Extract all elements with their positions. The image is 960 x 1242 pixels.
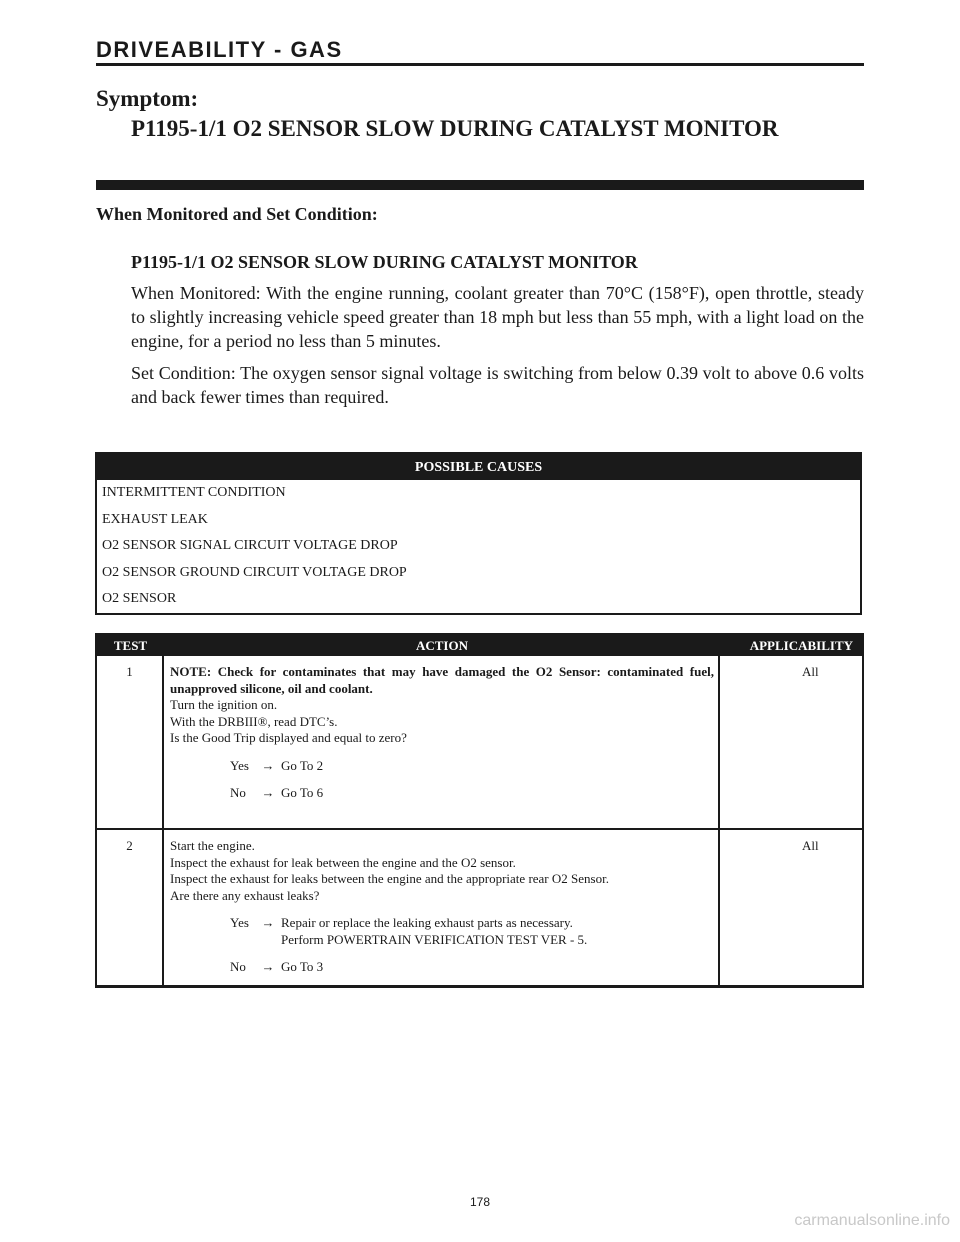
condition-block: [131, 250, 864, 417]
yes-label: Yes: [230, 915, 249, 930]
action-line: Turn the ignition on.: [170, 697, 278, 712]
condition-heading: When Monitored and Set Condition:: [96, 204, 378, 224]
no-outcome: [230, 785, 714, 802]
action-line: Start the engine.: [170, 838, 255, 853]
arrow-icon: →: [261, 915, 275, 930]
page-number: 178: [469, 1195, 491, 1209]
set-condition-text: Set Condition: The oxygen sensor signal voltage is switching from below 0.39 volt to above 0.6 volts and back fewer times than required.: [131, 363, 864, 407]
symptom-label: Symptom:: [96, 86, 199, 111]
action-line: Are there any exhaust leaks?: [170, 887, 320, 903]
section-header: DRIVEABILITY - GAS: [96, 38, 864, 66]
test-applicability: All: [802, 664, 819, 679]
cause-item: EXHAUST LEAK: [102, 511, 208, 527]
watermark: carmanualsonline.info: [794, 1212, 950, 1229]
cause-item: O2 SENSOR: [102, 591, 177, 606]
action-line: Is the Good Trip displayed and equal to zero?: [170, 730, 407, 745]
possible-causes-heading: POSSIBLE CAUSES: [97, 454, 860, 480]
test-applicability: All: [802, 838, 819, 853]
divider: [96, 180, 864, 190]
no-outcome: [230, 959, 714, 976]
arrow-icon: →: [261, 959, 275, 974]
when-monitored-text: When Monitored: With the engine running, coolant greater than 70°C (158°F), open throttle, steady to slightly increasing vehicle speed greater than 18 mph but less than 55 mph, with a light load on the engine, for a period no less than 5 minutes.: [131, 283, 864, 351]
action-line: With the DRBIII®, read DTC’s.: [170, 713, 338, 729]
arrow-icon: →: [261, 785, 275, 800]
test-action: [164, 656, 720, 828]
no-result: Go To 3: [281, 959, 324, 974]
condition-title: P1195-1/1 O2 SENSOR SLOW DURING CATALYST MONITOR: [131, 252, 638, 272]
yes-outcome: [230, 915, 714, 948]
test-table-header: [97, 635, 862, 656]
yes-result: Go To 2: [281, 757, 324, 773]
test-column-header: TEST: [113, 638, 148, 653]
cause-item: O2 SENSOR SIGNAL CIRCUIT VOLTAGE DROP: [102, 538, 398, 553]
possible-causes-box: [95, 452, 862, 615]
no-label: No: [230, 959, 246, 974]
test-note: NOTE: Check for contaminates that may have damaged the O2 Sensor: contaminated fuel, unapproved silicone, oil and coolant.: [170, 664, 714, 696]
table-row: [97, 656, 862, 828]
cause-item: INTERMITTENT CONDITION: [102, 485, 286, 500]
test-action: [164, 830, 720, 985]
action-column-header: ACTION: [415, 638, 468, 653]
arrow-icon: →: [261, 757, 275, 773]
yes-label: Yes: [230, 757, 249, 773]
symptom-title: P1195-1/1 O2 SENSOR SLOW DURING CATALYST MONITOR: [131, 116, 779, 141]
action-line: Inspect the exhaust for leaks between the engine and the appropriate rear O2 Sensor.: [170, 871, 609, 886]
test-number: 1: [97, 656, 164, 828]
cause-item: O2 SENSOR GROUND CIRCUIT VOLTAGE DROP: [102, 564, 407, 580]
test-table: [95, 633, 864, 988]
table-row: [97, 828, 862, 985]
action-line: Inspect the exhaust for leak between the engine and the O2 sensor.: [170, 854, 516, 870]
yes-result: Repair or replace the leaking exhaust parts as necessary. Perform POWERTRAIN VERIFICATION TEST VER - 5.: [281, 915, 588, 947]
test-number: 2: [97, 830, 164, 985]
no-result: Go To 6: [281, 785, 324, 800]
no-label: No: [230, 785, 246, 800]
applicability-column-header: APPLICABILITY: [749, 638, 853, 653]
yes-outcome: [230, 758, 714, 775]
